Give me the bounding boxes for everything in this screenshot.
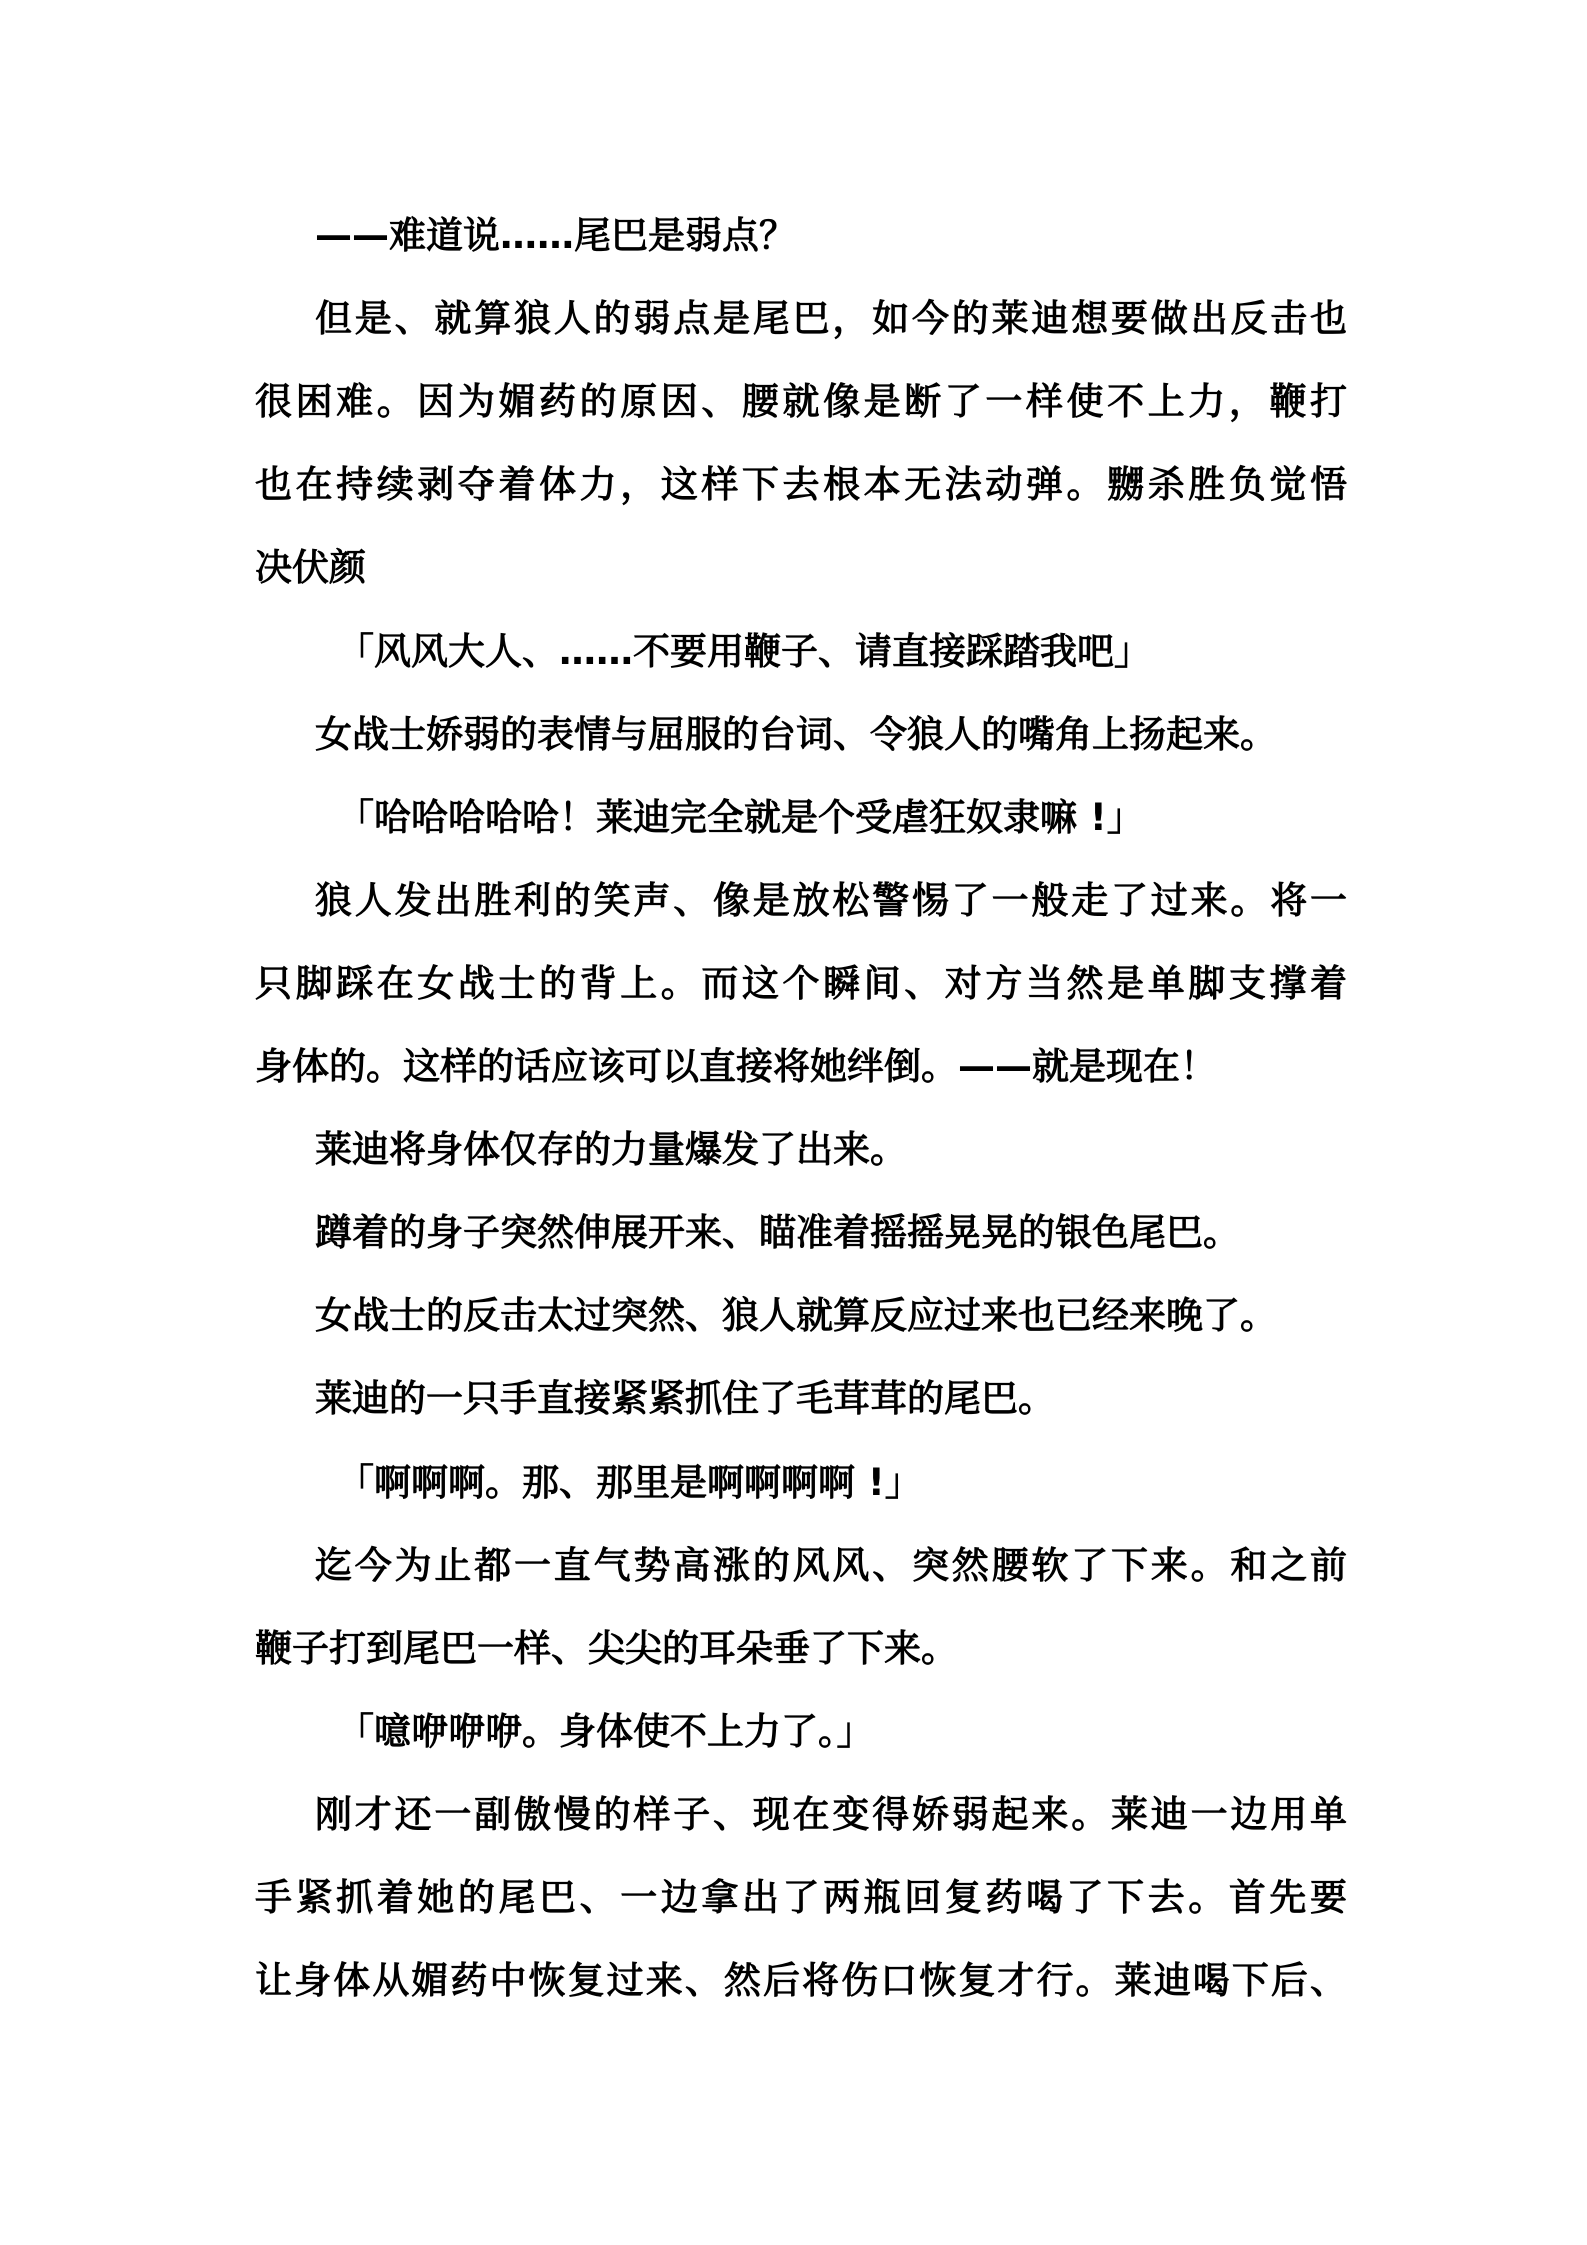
text-line: 鞭子打到尾巴一样、尖尖的耳朵垂了下来。 xyxy=(255,1626,958,1670)
dialogue-line: 「哈哈哈哈哈！莱迪完全就是个受虐狂奴隶嘛 !」 xyxy=(337,795,1144,839)
text-line: ——难道说……尾巴是弱点？ xyxy=(315,214,796,257)
dialogue-line: 「风风大人、……不要用鞭子、请直接踩踏我吧」 xyxy=(337,629,1151,673)
text-line: 女战士娇弱的表情与屈服的台词、令狼人的嘴角上扬起来。 xyxy=(315,712,1277,756)
text-line: 决伏颜 xyxy=(255,546,366,590)
dialogue-line: 「啊啊啊。那、那里是啊啊啊啊 !」 xyxy=(337,1460,922,1504)
text-line: 让身体从媚药中恢复过来、然后将伤口恢复才行。莱迪喝下后、 xyxy=(255,1959,1347,2003)
text-line: 莱迪将身体仅存的力量爆发了出来。 xyxy=(315,1128,907,1172)
text-line: 刚才还一副傲慢的样子、现在变得娇弱起来。莱迪一边用单 xyxy=(315,1792,1347,1836)
text-line: 狼人发出胜利的笑声、像是放松警惕了一般走了过来。将一 xyxy=(315,878,1347,922)
text-line: 身体的。这样的话应该可以直接将她绊倒。——就是现在！ xyxy=(255,1045,1217,1088)
text-line: 女战士的反击太过突然、狼人就算反应过来也已经来晚了。 xyxy=(315,1294,1277,1338)
text-line: 手紧抓着她的尾巴、一边拿出了两瓶回复药喝了下去。首先要 xyxy=(255,1876,1347,1919)
text-line: 但是、就算狼人的弱点是尾巴，如今的莱迪想要做出反击也 xyxy=(315,297,1347,341)
text-line: 很困难。因为媚药的原因、腰就像是断了一样使不上力，鞭打 xyxy=(255,380,1347,424)
dialogue-line: 「噫咿咿咿。身体使不上力了。」 xyxy=(337,1709,874,1753)
text-line: 蹲着的身子突然伸展开来、瞄准着摇摇晃晃的银色尾巴。 xyxy=(315,1211,1240,1255)
text-line: 只脚踩在女战士的背上。而这个瞬间、对方当然是单脚支撑着 xyxy=(255,961,1347,1005)
text-line: 莱迪的一只手直接紧紧抓住了毛茸茸的尾巴。 xyxy=(315,1377,1055,1421)
text-line: 迄今为止都一直气势高涨的风风、突然腰软了下来。和之前 xyxy=(315,1543,1347,1587)
text-line: 也在持续剥夺着体力，这样下去根本无法动弹。嬲杀胜负觉悟 xyxy=(255,463,1347,507)
